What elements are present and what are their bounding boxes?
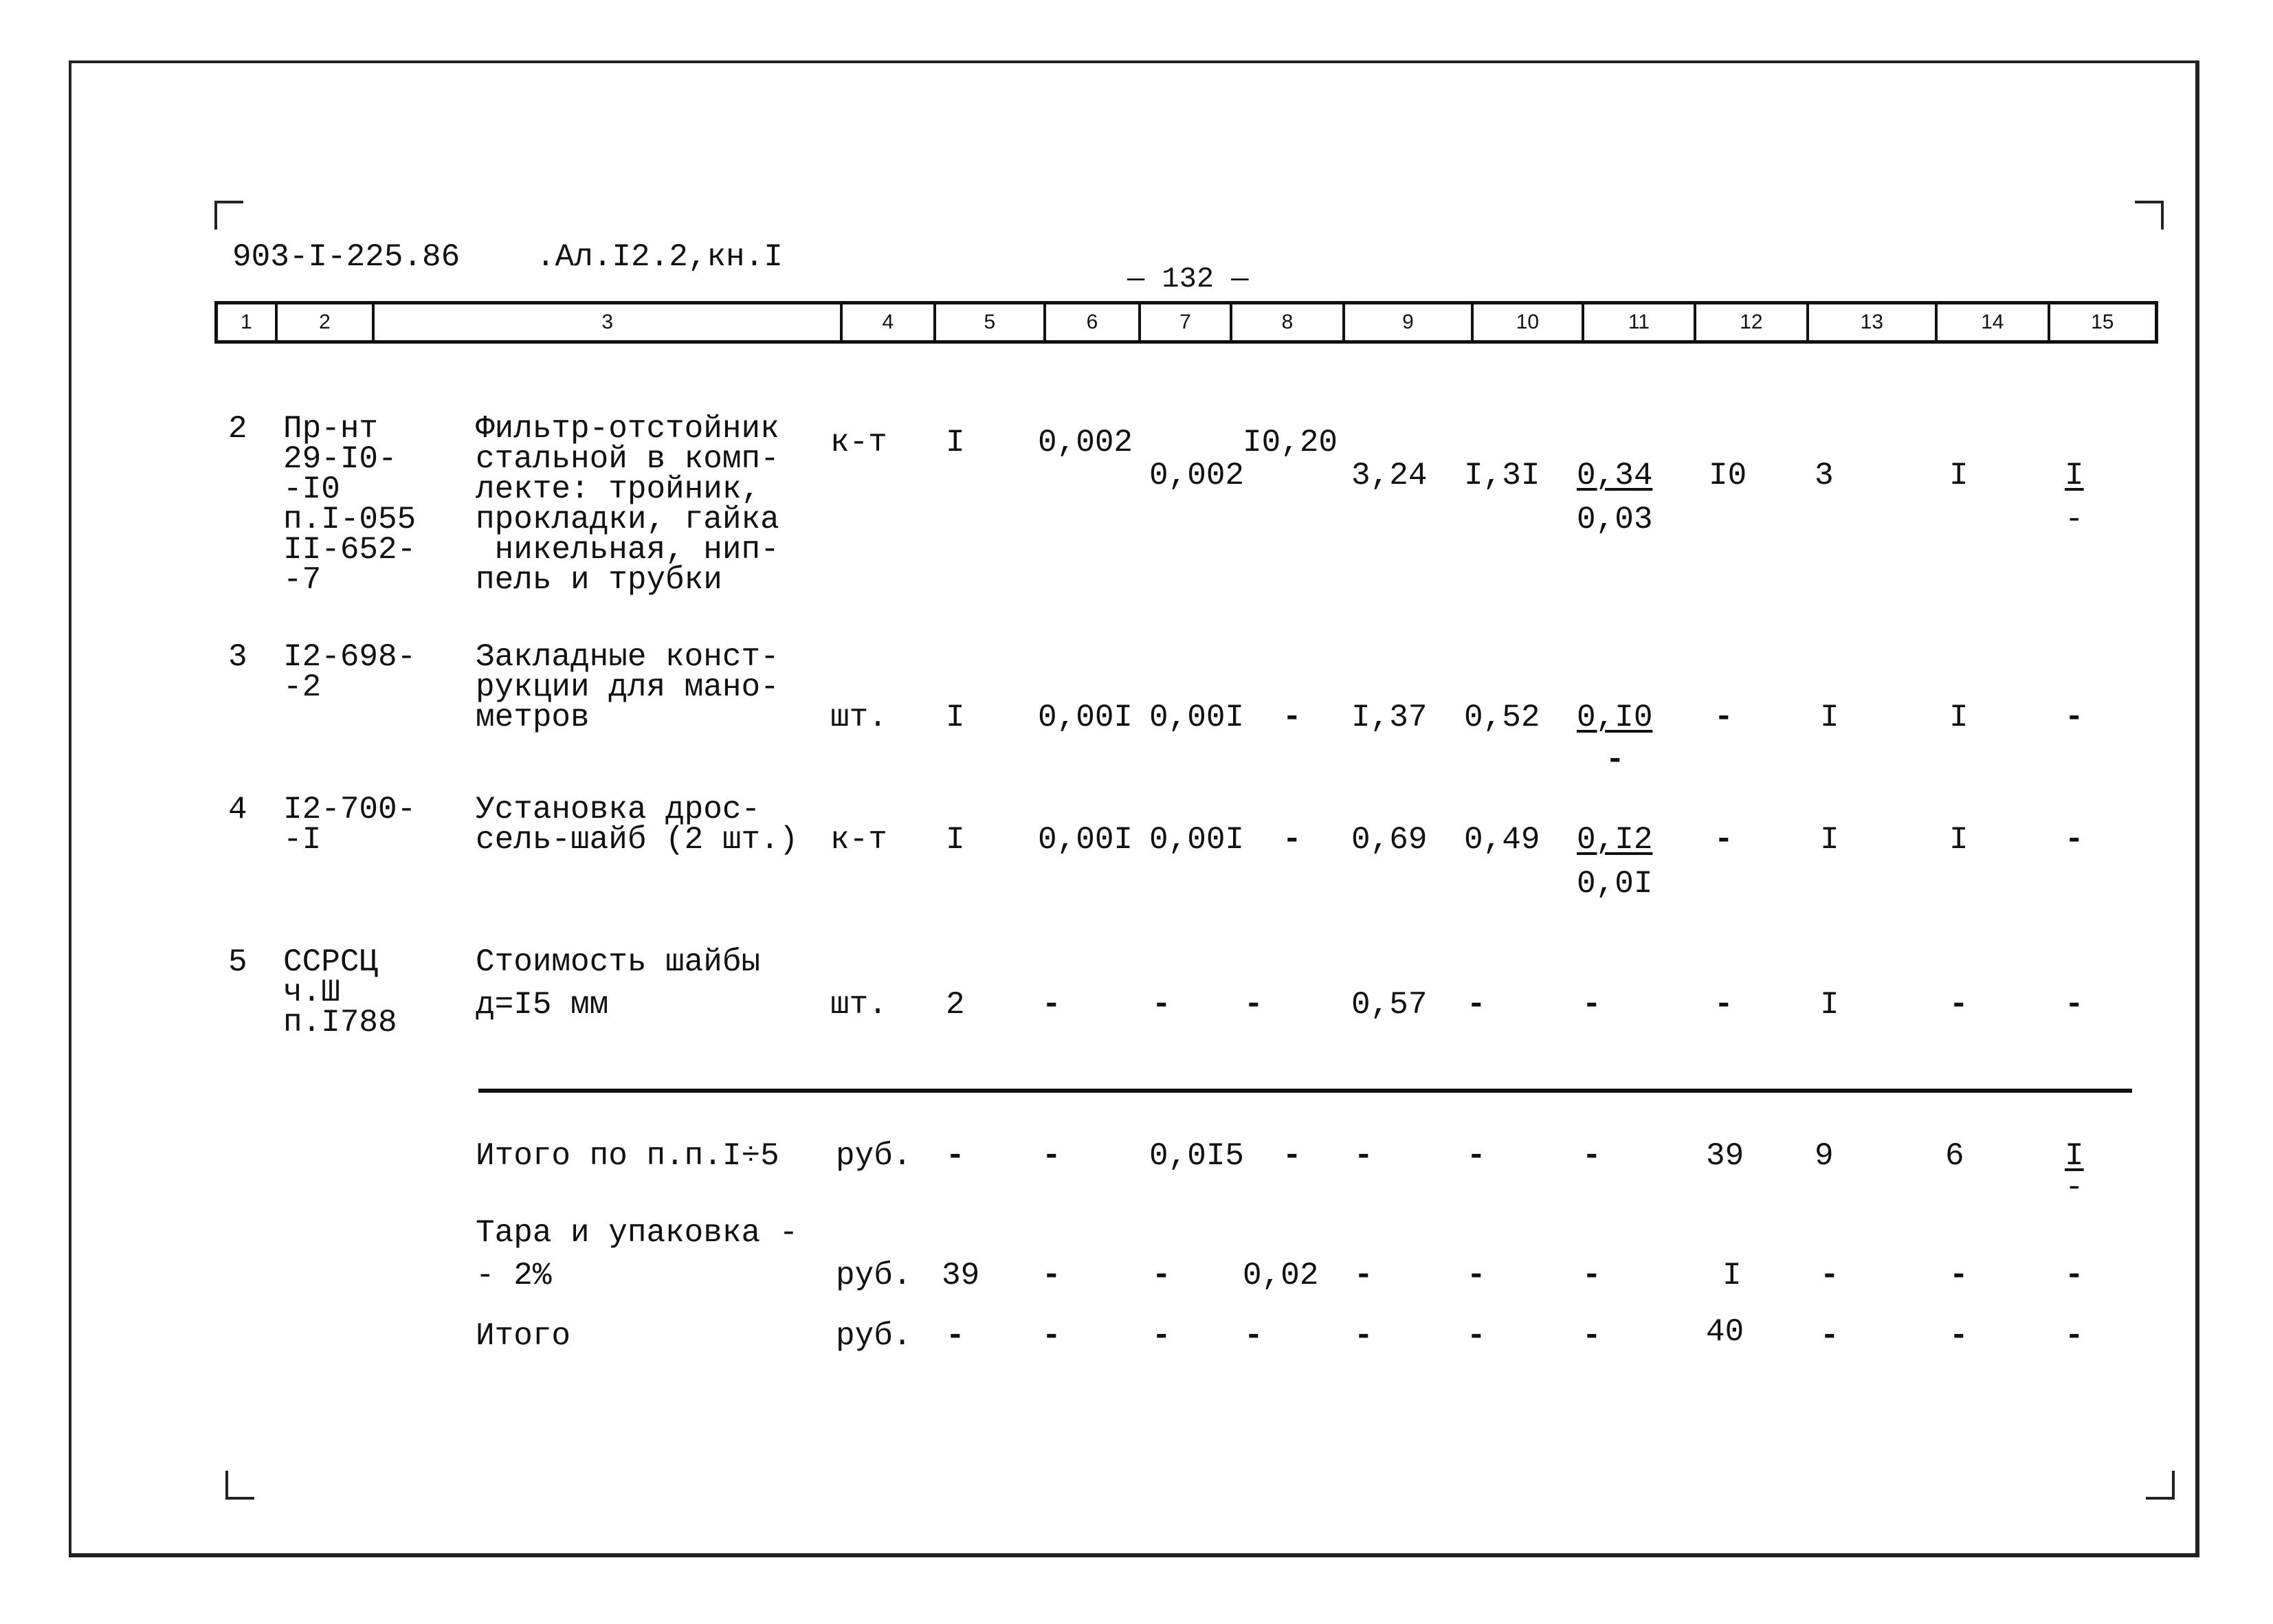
cell-col15: - bbox=[2065, 822, 2084, 858]
cell-col15-bottom: - bbox=[2065, 1170, 2084, 1205]
reference-line: I2-700- bbox=[283, 792, 417, 827]
album-reference: .Ал.I2.2,кн.I bbox=[536, 239, 783, 275]
document-code: 903-I-225.86 bbox=[232, 239, 461, 275]
cell-col14: I bbox=[1949, 822, 1969, 858]
reference-line: Пр-нт bbox=[283, 411, 379, 447]
cell-col15-top: I bbox=[2065, 458, 2084, 493]
cell-col9: I,37 bbox=[1351, 700, 1428, 735]
cell-col14: I bbox=[1949, 700, 1969, 735]
cell-col6: - bbox=[1042, 1318, 1061, 1354]
column-header: 14 bbox=[1938, 304, 2050, 340]
cell-col9: 3,24 bbox=[1351, 458, 1428, 493]
cell-col15-bottom: - bbox=[2065, 502, 2084, 537]
column-header: 10 bbox=[1474, 304, 1584, 340]
cell-col7: - bbox=[1152, 1318, 1171, 1354]
cell-col13: I bbox=[1820, 822, 1839, 858]
cell-col5: 39 bbox=[942, 1258, 980, 1293]
reference-line: п.I788 bbox=[283, 1005, 397, 1041]
reference-line: 29-I0- bbox=[283, 441, 397, 477]
cell-col15-top: I bbox=[2065, 1138, 2084, 1174]
cell-col5: - bbox=[946, 1318, 965, 1354]
cell-col11: - bbox=[1582, 1138, 1601, 1174]
cell-col5: - bbox=[946, 1138, 965, 1174]
column-header: 15 bbox=[2091, 311, 2114, 333]
row-number: 4 bbox=[228, 792, 247, 827]
row-number: 2 bbox=[228, 411, 247, 447]
cell-col7: 0,00I bbox=[1149, 700, 1245, 735]
unit-cell: шт. bbox=[830, 700, 887, 735]
cell-col6: 0,00I bbox=[1038, 822, 1133, 858]
cell-col12: I0 bbox=[1709, 458, 1747, 493]
cell-col11: - bbox=[1582, 1258, 1601, 1293]
cell-col8: 0,02 bbox=[1243, 1258, 1319, 1293]
grand-total-label: Итого bbox=[476, 1318, 571, 1354]
cell-col10: - bbox=[1467, 1318, 1486, 1354]
corner-mark-top-left bbox=[214, 201, 243, 230]
cell-col13: 9 bbox=[1815, 1138, 1834, 1174]
corner-mark-bottom-left bbox=[225, 1471, 254, 1500]
cell-col7: 0,00I bbox=[1149, 822, 1245, 858]
cell-col10: 0,52 bbox=[1464, 700, 1540, 735]
reference-line: п.I-055 bbox=[283, 502, 417, 537]
cell-col13: I bbox=[1820, 987, 1839, 1023]
cell-col13: - bbox=[1820, 1258, 1839, 1293]
reference-line: -7 bbox=[283, 562, 322, 598]
cell-col5: 2 bbox=[946, 987, 965, 1023]
reference-line: I2-698- bbox=[283, 639, 417, 675]
description-line: д=I5 мм bbox=[476, 987, 609, 1023]
cell-col10: - bbox=[1467, 1258, 1486, 1293]
cell-col8: - bbox=[1283, 700, 1302, 735]
cell-col10: - bbox=[1467, 1138, 1486, 1174]
cell-col8: - bbox=[1283, 1138, 1302, 1174]
unit-cell: шт. bbox=[830, 987, 887, 1023]
cell-col13: 3 bbox=[1815, 458, 1834, 493]
cell-col10: - bbox=[1467, 987, 1486, 1023]
unit-cell: к-т bbox=[830, 425, 887, 460]
cell-col10: I,3I bbox=[1464, 458, 1540, 493]
reference-line: -I0 bbox=[283, 471, 340, 507]
column-header: 13 bbox=[1809, 304, 1938, 340]
cell-col7: - bbox=[1152, 1258, 1171, 1293]
cell-col8: - bbox=[1244, 987, 1263, 1023]
column-header: 4 bbox=[843, 304, 936, 340]
reference-line: ССРСЦ bbox=[283, 944, 379, 980]
description-line: Установка дрос- bbox=[476, 792, 761, 827]
cell-col11-bottom: 0,03 bbox=[1577, 502, 1653, 537]
cell-col11-bottom: - bbox=[1606, 742, 1625, 778]
cell-col6: 0,00I bbox=[1038, 700, 1133, 735]
description-line: Закладные конст- bbox=[476, 639, 779, 675]
row-number: 5 bbox=[228, 944, 247, 980]
cell-col6: 0,002 bbox=[1038, 425, 1133, 460]
cell-col14: - bbox=[1949, 1318, 1969, 1354]
cell-col9: - bbox=[1354, 1318, 1373, 1354]
cell-col8: I0,20 bbox=[1243, 425, 1338, 460]
description-line: Стоимость шайбы bbox=[476, 944, 761, 980]
cell-col13: I bbox=[1820, 700, 1839, 735]
cell-col11-top: 0,34 bbox=[1577, 458, 1653, 493]
cell-col14: - bbox=[1949, 1258, 1969, 1293]
cell-col5: I bbox=[946, 822, 965, 858]
cell-col15: - bbox=[2065, 1318, 2084, 1354]
cell-col6: - bbox=[1042, 987, 1061, 1023]
cell-col11-top: 0,I2 bbox=[1577, 822, 1653, 858]
description-line: рукции для мано- bbox=[476, 669, 779, 705]
cell-col15: - bbox=[2065, 1258, 2084, 1293]
unit-cell: руб. bbox=[836, 1258, 912, 1293]
cell-col9: 0,57 bbox=[1351, 987, 1428, 1023]
reference-line: -2 bbox=[283, 669, 322, 705]
unit-cell: к-т bbox=[830, 822, 887, 858]
column-header: 2 bbox=[278, 304, 375, 340]
corner-mark-bottom-right bbox=[2146, 1471, 2175, 1500]
cell-col9: 0,69 bbox=[1351, 822, 1428, 858]
column-header: 3 bbox=[375, 304, 843, 340]
cell-col8: - bbox=[1283, 822, 1302, 858]
column-header: 9 bbox=[1345, 304, 1474, 340]
cell-col11: - bbox=[1582, 1318, 1601, 1354]
description-line: метров bbox=[476, 700, 590, 735]
column-header: 8 bbox=[1232, 304, 1344, 340]
cell-col12: - bbox=[1714, 987, 1733, 1023]
column-header: 11 bbox=[1584, 304, 1696, 340]
column-header: 1 bbox=[218, 304, 278, 340]
cell-col7: 0,002 bbox=[1149, 458, 1245, 493]
description-line: Фильтр-отстойник bbox=[476, 411, 779, 447]
cell-col12: 39 bbox=[1706, 1138, 1744, 1174]
cell-col9: - bbox=[1354, 1258, 1373, 1293]
cell-col15: - bbox=[2065, 987, 2084, 1023]
cell-col15: - bbox=[2065, 700, 2084, 735]
total-label: Итого по п.п.I÷5 bbox=[476, 1138, 779, 1174]
description-line: лекте: тройник, bbox=[476, 471, 761, 507]
cell-col11-top: 0,I0 bbox=[1577, 700, 1653, 735]
corner-mark-top-right bbox=[2135, 201, 2164, 230]
cell-col14: - bbox=[1949, 987, 1969, 1023]
totals-divider bbox=[478, 1089, 2132, 1093]
cell-col12: - bbox=[1714, 822, 1733, 858]
cell-col10: 0,49 bbox=[1464, 822, 1540, 858]
reference-line: ч.Ш bbox=[283, 975, 340, 1010]
page-number: — 132 — bbox=[1127, 263, 1249, 296]
reference-line: II-652- bbox=[283, 532, 417, 568]
packaging-label: Тара и упаковка - bbox=[476, 1215, 799, 1251]
cell-col5: I bbox=[946, 700, 965, 735]
cell-col12: I bbox=[1722, 1258, 1742, 1293]
cell-col11: - bbox=[1582, 987, 1601, 1023]
column-header-row bbox=[214, 301, 2158, 344]
cell-col13: - bbox=[1820, 1318, 1839, 1354]
cell-col5: I bbox=[946, 425, 965, 460]
cell-col11-bottom: 0,0I bbox=[1577, 866, 1653, 902]
cell-col12: - bbox=[1714, 700, 1733, 735]
row-number: 3 bbox=[228, 639, 247, 675]
description-line: сель-шайб (2 шт.) bbox=[476, 822, 799, 858]
description-line: стальной в комп- bbox=[476, 441, 779, 477]
cell-col7: - bbox=[1152, 987, 1171, 1023]
cell-col8: - bbox=[1244, 1318, 1263, 1354]
cell-col6: - bbox=[1042, 1258, 1061, 1293]
description-line: никельная, нип- bbox=[476, 532, 779, 568]
column-header: 6 bbox=[1046, 304, 1141, 340]
column-header: 5 bbox=[936, 304, 1046, 340]
cell-col14: I bbox=[1949, 458, 1969, 493]
cell-col14: 6 bbox=[1945, 1138, 1964, 1174]
unit-cell: руб. bbox=[836, 1318, 912, 1354]
column-header: 12 bbox=[1696, 304, 1808, 340]
description-line: пель и трубки bbox=[476, 562, 722, 598]
cell-col7: 0,0I5 bbox=[1149, 1138, 1245, 1174]
cell-col12: 40 bbox=[1706, 1314, 1744, 1350]
cell-col9: - bbox=[1354, 1138, 1373, 1174]
packaging-label-cont: - 2% bbox=[476, 1258, 552, 1293]
column-header: 7 bbox=[1141, 304, 1233, 340]
cell-col6: - bbox=[1042, 1138, 1061, 1174]
description-line: прокладки, гайка bbox=[476, 502, 779, 537]
unit-cell: руб. bbox=[836, 1138, 912, 1174]
reference-line: -I bbox=[283, 822, 322, 858]
